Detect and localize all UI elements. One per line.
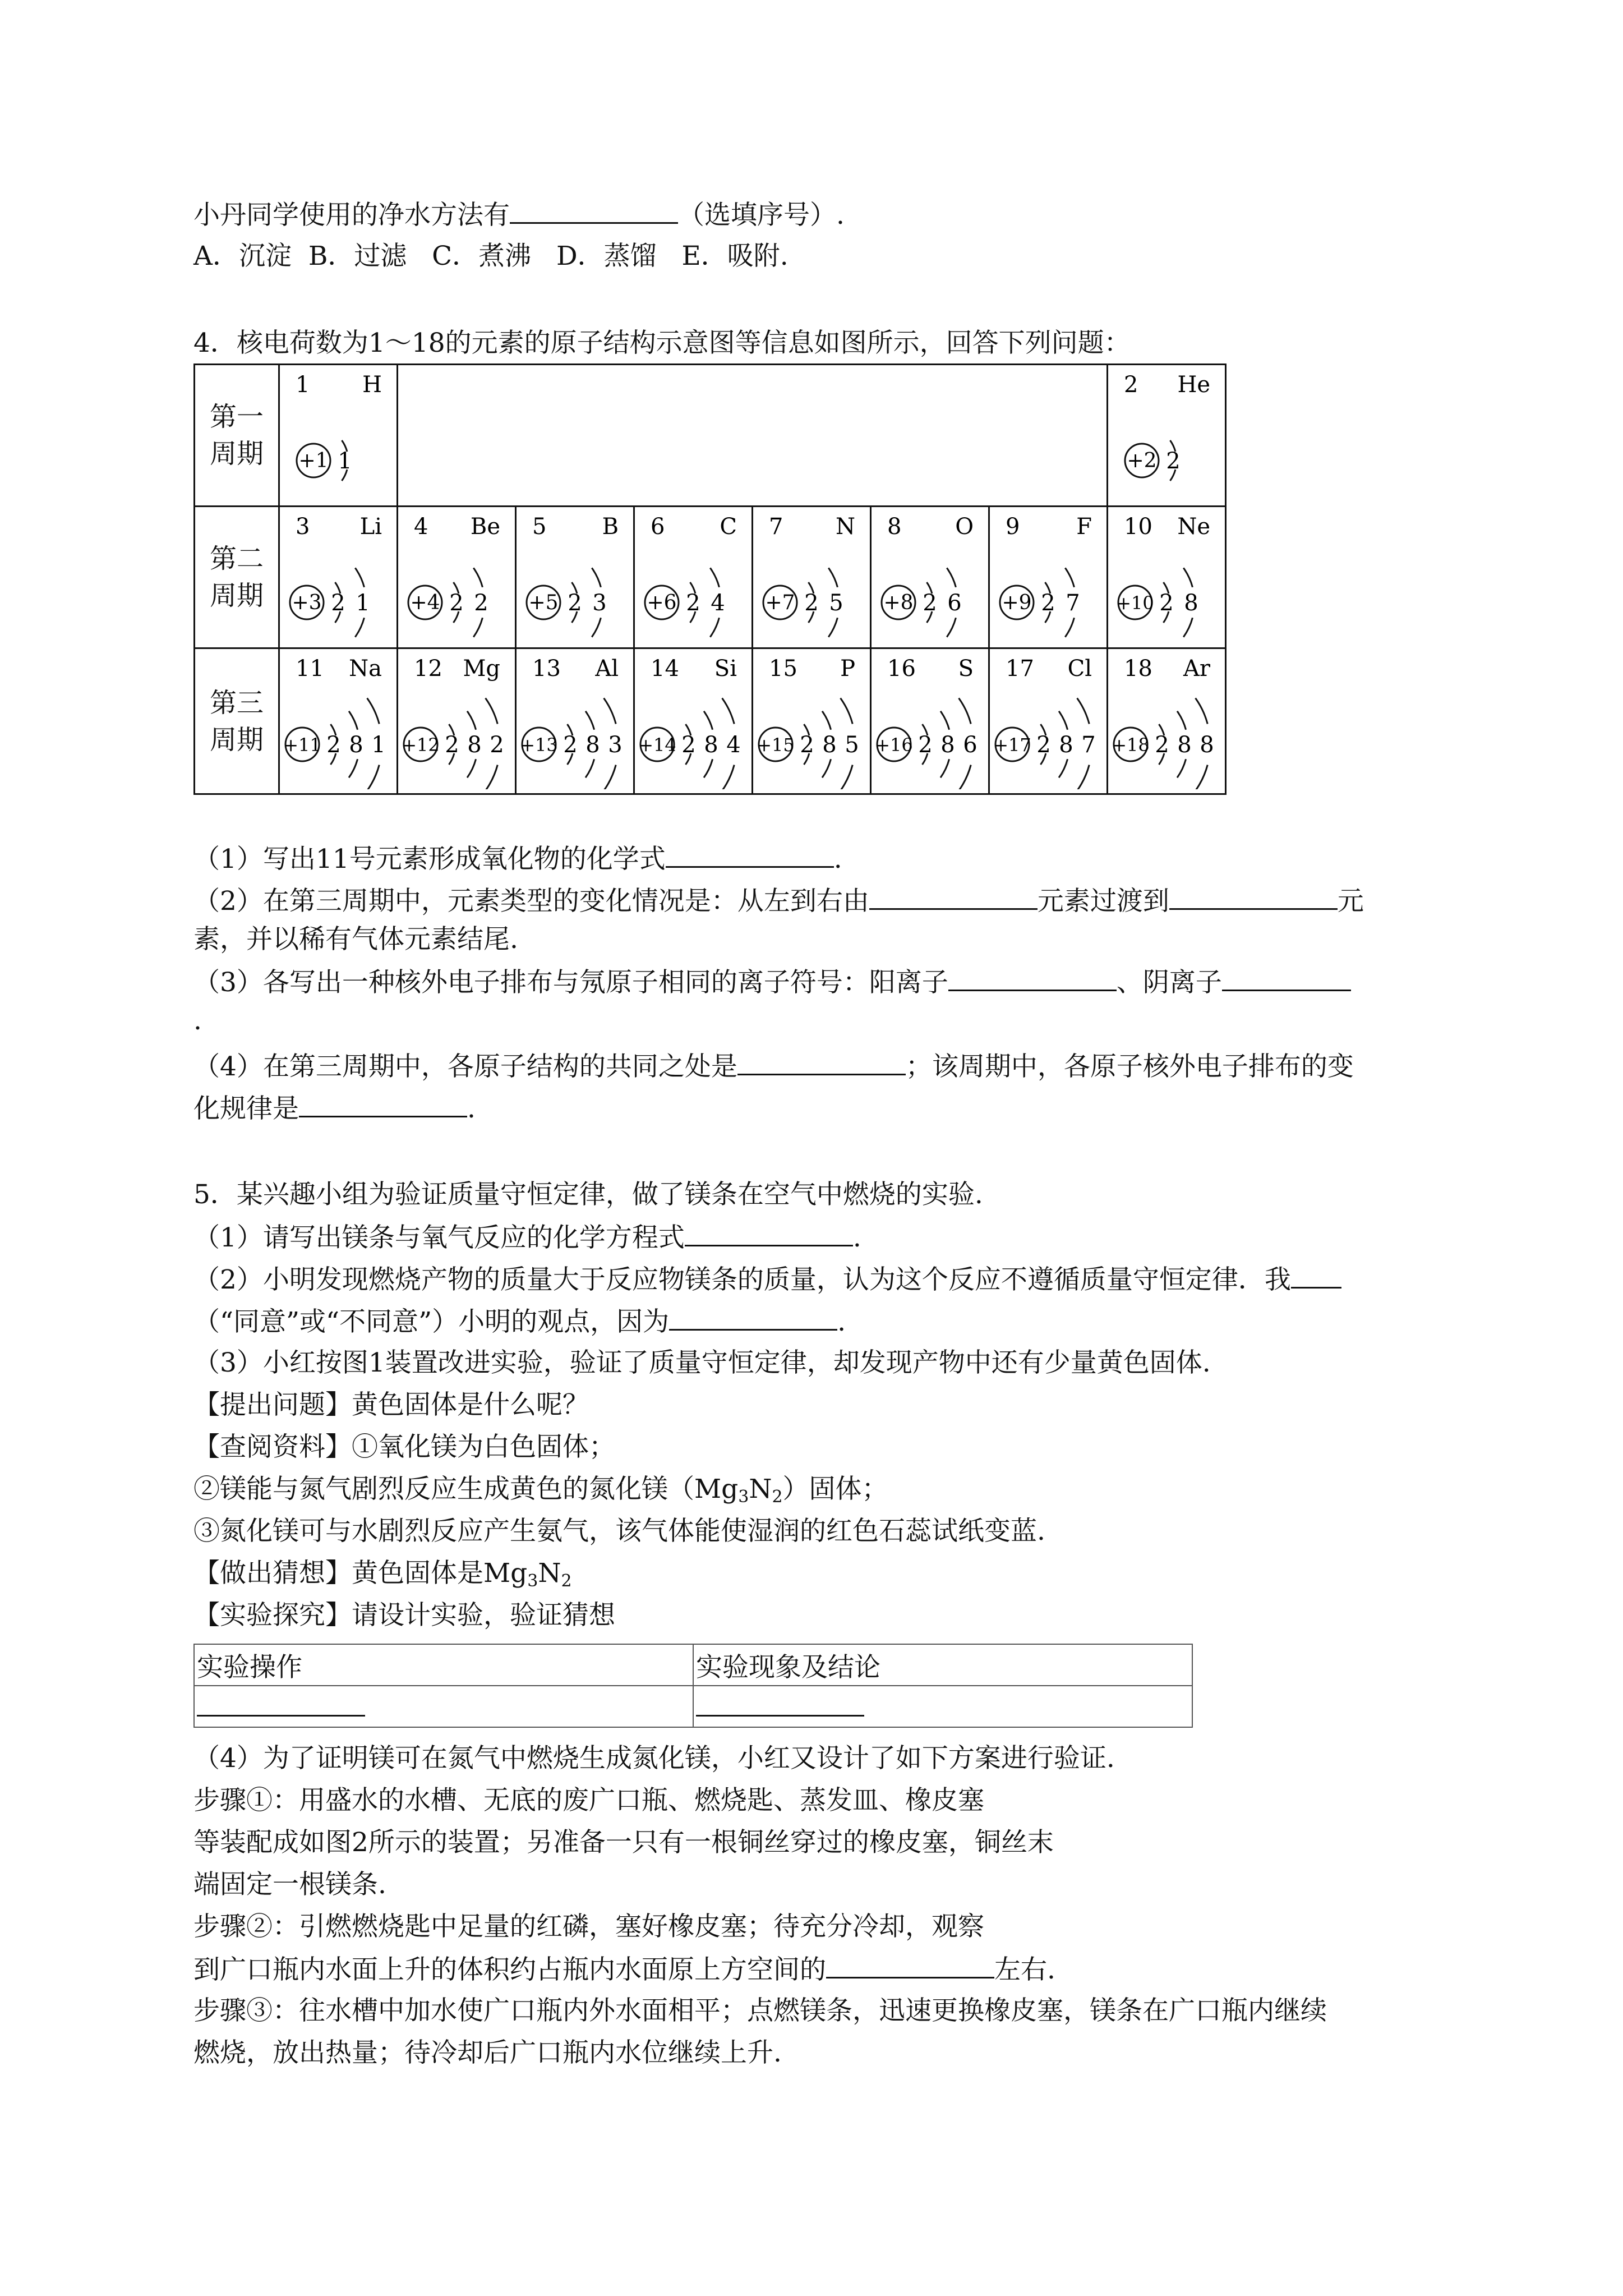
nucleus-charge: +5 <box>528 591 559 614</box>
shell-arc <box>604 765 616 789</box>
shell-arc <box>841 698 853 724</box>
shell-arc <box>467 759 476 777</box>
shell-arc <box>349 711 358 730</box>
answer-blank[interactable] <box>826 1952 994 1978</box>
shell-electrons: 2 <box>449 590 464 616</box>
atomic-number: 2 <box>1124 372 1138 398</box>
shell-arc <box>828 568 837 587</box>
shell-electrons: 1 <box>371 732 386 758</box>
text: . <box>467 1093 476 1124</box>
atom-diagram <box>280 365 396 505</box>
atom-diagram <box>517 507 633 647</box>
shell-arc <box>473 568 482 587</box>
text: （1）请写出镁条与氧气反应的化学方程式 <box>193 1222 685 1253</box>
element-cell <box>279 507 398 648</box>
q4-p4 <box>193 1049 1354 1084</box>
shell-arc <box>947 618 956 637</box>
nucleus-charge: +2 <box>1127 449 1157 472</box>
shell-electrons: 5 <box>829 590 843 616</box>
text: . <box>833 844 842 875</box>
text: 到广口瓶内水面上升的体积约占瓶内水面原上方空间的 <box>193 1954 826 1985</box>
element-symbol: C <box>720 514 737 540</box>
shell-arc <box>710 568 719 587</box>
shell-arc <box>959 698 971 724</box>
q5-explore: 【实验探究】请设计实验，验证猜想 <box>193 1600 615 1631</box>
element-symbol: Si <box>714 656 737 682</box>
nucleus-charge: +12 <box>402 734 440 756</box>
answer-blank[interactable] <box>737 1049 906 1075</box>
nucleus-charge: +4 <box>410 591 440 614</box>
period-label-a: 第三 <box>209 687 264 719</box>
atom-diagram <box>990 649 1106 789</box>
element-symbol: P <box>840 656 855 682</box>
shell-electrons: 2 <box>918 732 933 758</box>
element-symbol: H <box>362 372 382 398</box>
shell-electrons: 8 <box>585 732 600 758</box>
answer-blank[interactable] <box>948 965 1117 991</box>
element-cell <box>1108 507 1226 648</box>
text: 元 <box>1337 886 1364 917</box>
atom-diagram <box>872 649 988 789</box>
element-cell <box>871 648 989 794</box>
shell-electrons: 7 <box>1081 732 1096 758</box>
q4-p3-end: . <box>193 1005 202 1036</box>
shell-electrons: 8 <box>822 732 837 758</box>
shell-electrons: 4 <box>726 732 741 758</box>
element-symbol: Ne <box>1177 514 1210 540</box>
empty-region <box>398 365 1108 507</box>
period-label <box>195 365 279 507</box>
shell-arc <box>947 568 956 587</box>
atom-diagram <box>1108 365 1225 505</box>
shell-electrons: 8 <box>1184 590 1198 616</box>
nucleus-charge: +10 <box>1116 592 1154 614</box>
shell-electrons: 7 <box>1066 590 1080 616</box>
shell-electrons: 8 <box>940 732 955 758</box>
shell-arc <box>940 759 949 777</box>
text: N <box>538 1558 561 1589</box>
table-row <box>194 1686 1192 1727</box>
periodic-table <box>193 364 1227 795</box>
atomic-number: 3 <box>296 514 310 540</box>
shell-arc <box>704 711 713 730</box>
nucleus-charge: +7 <box>765 591 795 614</box>
q5-p2 <box>193 1262 1341 1297</box>
element-symbol: Al <box>595 656 619 682</box>
shell-arc <box>585 711 594 730</box>
shell-electrons: 6 <box>947 590 962 616</box>
answer-blank[interactable] <box>510 197 678 224</box>
q5-step3b: 燃烧，放出热量；待冷却后广口瓶内水位继续上升. <box>193 2037 782 2068</box>
nucleus-charge: +13 <box>520 734 558 756</box>
shell-electrons: 2 <box>326 732 341 758</box>
element-symbol: S <box>958 656 974 682</box>
shell-electrons: 2 <box>445 732 459 758</box>
shell-electrons: 2 <box>923 590 937 616</box>
atomic-number: 13 <box>532 656 561 682</box>
answer-blank[interactable] <box>1169 884 1338 910</box>
table-header-row <box>194 1644 1192 1686</box>
q4-p4-cont <box>193 1091 476 1126</box>
table-cell <box>194 1686 693 1727</box>
shell-electrons: 2 <box>474 590 488 616</box>
nucleus-charge: +18 <box>1112 734 1150 756</box>
shell-electrons: 2 <box>1155 732 1169 758</box>
shell-arc <box>367 698 380 724</box>
shell-arc <box>1077 765 1090 789</box>
element-symbol: Li <box>359 514 382 540</box>
shell-electrons: 2 <box>331 590 345 616</box>
experiment-table <box>193 1644 1193 1728</box>
shell-arc <box>355 568 364 587</box>
element-symbol: Mg <box>463 656 500 682</box>
period-row-2 <box>195 507 1226 648</box>
element-cell <box>516 648 634 794</box>
nucleus-charge: +11 <box>283 734 321 756</box>
shell-arc <box>592 618 601 637</box>
atom-diagram <box>1108 649 1225 789</box>
q5-p4: （4）为了证明镁可在氮气中燃烧生成氮化镁，小红又设计了如下方案进行验证. <box>193 1743 1115 1774</box>
period-label-a: 第二 <box>209 543 264 574</box>
period-label <box>195 507 279 648</box>
answer-blank[interactable] <box>869 884 1038 910</box>
atomic-number: 15 <box>769 656 797 682</box>
shell-electrons: 2 <box>800 732 814 758</box>
shell-electrons: 2 <box>681 732 696 758</box>
shell-electrons: 8 <box>467 732 482 758</box>
intro-line1 <box>193 197 845 232</box>
shell-arc <box>355 618 364 637</box>
nucleus-charge: +1 <box>298 449 329 472</box>
element-symbol: N <box>836 514 855 540</box>
shell-arc <box>1065 618 1074 637</box>
text: 【做出猜想】黄色固体是Mg <box>193 1558 528 1589</box>
shell-electrons: 2 <box>1159 590 1174 616</box>
shell-arc <box>1196 765 1208 789</box>
text: （2）小明发现燃烧产物的质量大于反应物镁条的质量，认为这个反应不遵循质量守恒定律．我 <box>193 1264 1291 1295</box>
shell-electrons: 2 <box>686 590 700 616</box>
element-cell <box>1108 365 1226 507</box>
element-cell <box>398 507 516 648</box>
text: 、阴离子 <box>1116 967 1222 998</box>
element-cell <box>989 507 1108 648</box>
text: 化规律是 <box>193 1093 299 1124</box>
shell-arc <box>722 698 735 724</box>
shell-electrons: 2 <box>1166 448 1181 474</box>
atom-diagram <box>398 649 515 789</box>
q5-step1b: 等装配成如图2所示的装置；另准备一只有一根铜丝穿过的橡皮塞，铜丝末 <box>193 1827 1054 1858</box>
q5-p1 <box>193 1220 861 1255</box>
period-label <box>195 648 279 794</box>
atom-diagram <box>872 507 988 647</box>
text: （2）在第三周期中，元素类型的变化情况是：从左到右由 <box>193 886 869 917</box>
text: （1）写出11号元素形成氧化物的化学式 <box>193 844 666 875</box>
nucleus-charge: +15 <box>757 734 795 756</box>
element-symbol: O <box>955 514 974 540</box>
atom-diagram <box>753 649 870 789</box>
atomic-number: 8 <box>887 514 902 540</box>
element-cell <box>516 507 634 648</box>
text: （“同意”或“不同意”）小明的观点，因为 <box>193 1306 670 1337</box>
element-symbol: Cl <box>1067 656 1092 682</box>
atom-diagram <box>635 649 751 789</box>
shell-arc <box>722 765 735 789</box>
q5-stem: 5．某兴趣小组为验证质量守恒定律，做了镁条在空气中燃烧的实验. <box>193 1179 983 1210</box>
subscript: 2 <box>561 1571 572 1591</box>
period-row-1 <box>195 365 1226 507</box>
shell-electrons: 8 <box>1059 732 1073 758</box>
shell-electrons: 2 <box>1036 732 1051 758</box>
shell-electrons: 8 <box>1200 732 1214 758</box>
element-cell <box>753 507 871 648</box>
shell-arc <box>841 765 853 789</box>
answer-blank[interactable] <box>696 1690 864 1717</box>
element-cell <box>989 648 1108 794</box>
q5-ask: 【提出问题】黄色固体是什么呢？ <box>193 1389 589 1420</box>
shell-arc <box>822 759 831 777</box>
shell-electrons: 6 <box>963 732 978 758</box>
q5-p2-cont <box>193 1304 846 1339</box>
shell-electrons: 1 <box>356 590 370 616</box>
atomic-number: 12 <box>414 656 442 682</box>
answer-blank[interactable] <box>299 1091 467 1117</box>
shell-arc <box>1196 698 1208 724</box>
nucleus-charge: +6 <box>647 591 677 614</box>
shell-arc <box>1059 759 1068 777</box>
shell-electrons: 1 <box>338 448 352 474</box>
shell-arc <box>710 618 719 637</box>
shell-arc <box>1183 568 1192 587</box>
intro-text-a: 小丹同学使用的净水方法有 <box>193 200 510 231</box>
q5-ref2 <box>193 1473 888 1514</box>
nucleus-charge: +17 <box>993 734 1031 756</box>
atomic-number: 17 <box>1006 656 1034 682</box>
shell-arc <box>592 568 601 587</box>
atomic-number: 18 <box>1124 656 1152 682</box>
subscript: 3 <box>738 1487 749 1507</box>
shell-arc <box>473 618 482 637</box>
shell-arc <box>704 759 713 777</box>
atomic-number: 5 <box>532 514 547 540</box>
shell-electrons: 4 <box>711 590 725 616</box>
table-header: 实验操作 <box>194 1644 693 1686</box>
shell-arc <box>959 765 971 789</box>
shell-arc <box>1177 711 1186 730</box>
shell-arc <box>1059 711 1068 730</box>
atomic-number: 10 <box>1124 514 1152 540</box>
element-symbol: F <box>1076 514 1092 540</box>
shell-electrons: 2 <box>1041 590 1055 616</box>
period-label-a: 第一 <box>209 401 264 432</box>
q4-p3 <box>193 965 1351 1000</box>
answer-blank[interactable] <box>1291 1262 1341 1289</box>
q5-step3: 步骤③：往水槽中加水使广口瓶内外水面相平；点燃镁条，迅速更换橡皮塞，镁条在广口瓶内继续 <box>193 1995 1327 2026</box>
text: N <box>749 1474 772 1504</box>
text: ②镁能与氮气剧烈反应生成黄色的氮化镁（Mg <box>193 1474 739 1504</box>
shell-arc <box>828 618 837 637</box>
shell-arc <box>604 698 616 724</box>
element-symbol: Na <box>349 656 382 682</box>
text: ）固体； <box>782 1474 888 1504</box>
text: 元素过渡到 <box>1037 886 1169 917</box>
atomic-number: 6 <box>651 514 665 540</box>
text: . <box>852 1222 861 1253</box>
subscript: 3 <box>527 1571 538 1591</box>
period-label-b: 周期 <box>209 438 264 470</box>
q4-p2-cont: 素，并以稀有气体元素结尾. <box>193 924 518 955</box>
shell-electrons: 2 <box>568 590 582 616</box>
q5-ref3: ③氮化镁可与水剧烈反应产生氨气，该气体能使湿润的红色石蕊试纸变蓝. <box>193 1516 1045 1547</box>
atomic-number: 9 <box>1006 514 1020 540</box>
shell-arc <box>1177 759 1186 777</box>
shell-arc <box>367 765 380 789</box>
atom-diagram <box>1108 507 1225 647</box>
shell-electrons: 2 <box>563 732 578 758</box>
atomic-number: 14 <box>651 656 679 682</box>
answer-blank[interactable] <box>1222 965 1351 991</box>
element-cell <box>279 648 398 794</box>
text: （4）在第三周期中，各原子结构的共同之处是 <box>193 1051 737 1082</box>
element-symbol: Be <box>470 514 500 540</box>
shell-electrons: 2 <box>804 590 819 616</box>
shell-arc <box>486 765 498 789</box>
element-cell <box>871 507 989 648</box>
q5-step2: 步骤②：引燃燃烧匙中足量的红磷，塞好橡皮塞；待充分冷却，观察 <box>193 1911 984 1942</box>
nucleus-charge: +8 <box>883 591 914 614</box>
answer-blank[interactable] <box>666 841 834 868</box>
atomic-number: 16 <box>887 656 916 682</box>
shell-arc <box>1077 698 1090 724</box>
text: ；该周期中，各原子核外电子排布的变 <box>905 1051 1354 1082</box>
q5-ref1: 【查阅资料】①氧化镁为白色固体； <box>193 1432 615 1462</box>
atomic-number: 1 <box>296 372 310 398</box>
table-header: 实验现象及结论 <box>693 1644 1192 1686</box>
element-symbol: B <box>602 514 619 540</box>
shell-electrons: 5 <box>845 732 859 758</box>
atom-diagram <box>280 507 396 647</box>
shell-electrons: 8 <box>704 732 718 758</box>
nucleus-charge: +14 <box>638 734 676 756</box>
shell-arc <box>486 698 498 724</box>
q5-guess <box>193 1557 572 1598</box>
shell-electrons: 3 <box>592 590 607 616</box>
text: （3）各写出一种核外电子排布与氖原子相同的离子符号：阳离子 <box>193 967 948 998</box>
q5-step1c: 端固定一根镁条. <box>193 1869 386 1900</box>
atomic-number: 7 <box>769 514 783 540</box>
shell-electrons: 2 <box>490 732 504 758</box>
element-cell <box>753 648 871 794</box>
text: 左右. <box>994 1954 1055 1985</box>
subscript: 2 <box>772 1487 783 1507</box>
shell-arc <box>1065 568 1074 587</box>
shell-electrons: 3 <box>608 732 623 758</box>
shell-arc <box>822 711 831 730</box>
shell-arc <box>585 759 594 777</box>
intro-options: A．沉淀 B．过滤 C．煮沸 D．蒸馏 E．吸附. <box>193 241 789 272</box>
shell-arc <box>349 759 358 777</box>
shell-electrons: 8 <box>349 732 363 758</box>
atomic-number: 4 <box>414 514 428 540</box>
answer-blank[interactable] <box>685 1220 853 1246</box>
q5-step2b <box>193 1952 1055 1987</box>
q4-stem: 4．核电荷数为1～18的元素的原子结构示意图等信息如图所示，回答下列问题： <box>193 328 1131 358</box>
element-cell <box>1108 648 1226 794</box>
shell-arc <box>940 711 949 730</box>
shell-electrons: 8 <box>1177 732 1192 758</box>
period-label-b: 周期 <box>209 724 264 756</box>
atom-diagram <box>753 507 870 647</box>
text: . <box>837 1306 846 1337</box>
q4-p2 <box>193 884 1364 918</box>
element-cell <box>634 507 753 648</box>
shell-arc <box>467 711 476 730</box>
q5-p3: （3）小红按图1装置改进实验，验证了质量守恒定律，却发现产物中还有少量黄色固体. <box>193 1347 1211 1378</box>
element-symbol: Ar <box>1183 656 1210 682</box>
answer-blank[interactable] <box>197 1690 365 1717</box>
q4-p1 <box>193 841 842 876</box>
element-cell <box>634 648 753 794</box>
period-label-b: 周期 <box>209 580 264 611</box>
q5-step1: 步骤①：用盛水的水槽、无底的废广口瓶、燃烧匙、蒸发皿、橡皮塞 <box>193 1785 984 1816</box>
atom-diagram <box>280 649 396 789</box>
element-symbol: He <box>1177 372 1210 398</box>
nucleus-charge: +3 <box>292 591 322 614</box>
table-cell <box>693 1686 1192 1727</box>
atomic-number: 11 <box>296 656 324 682</box>
atom-diagram <box>517 649 633 789</box>
shell-arc <box>1183 618 1192 637</box>
atom-diagram <box>635 507 751 647</box>
period-row-3 <box>195 648 1226 794</box>
element-cell <box>279 365 398 507</box>
atom-diagram <box>990 507 1106 647</box>
nucleus-charge: +9 <box>1002 591 1032 614</box>
answer-blank[interactable] <box>669 1304 837 1331</box>
element-cell <box>398 648 516 794</box>
nucleus-charge: +16 <box>875 734 913 756</box>
atom-diagram <box>398 507 515 647</box>
intro-text-b: （选填序号）. <box>678 200 845 231</box>
